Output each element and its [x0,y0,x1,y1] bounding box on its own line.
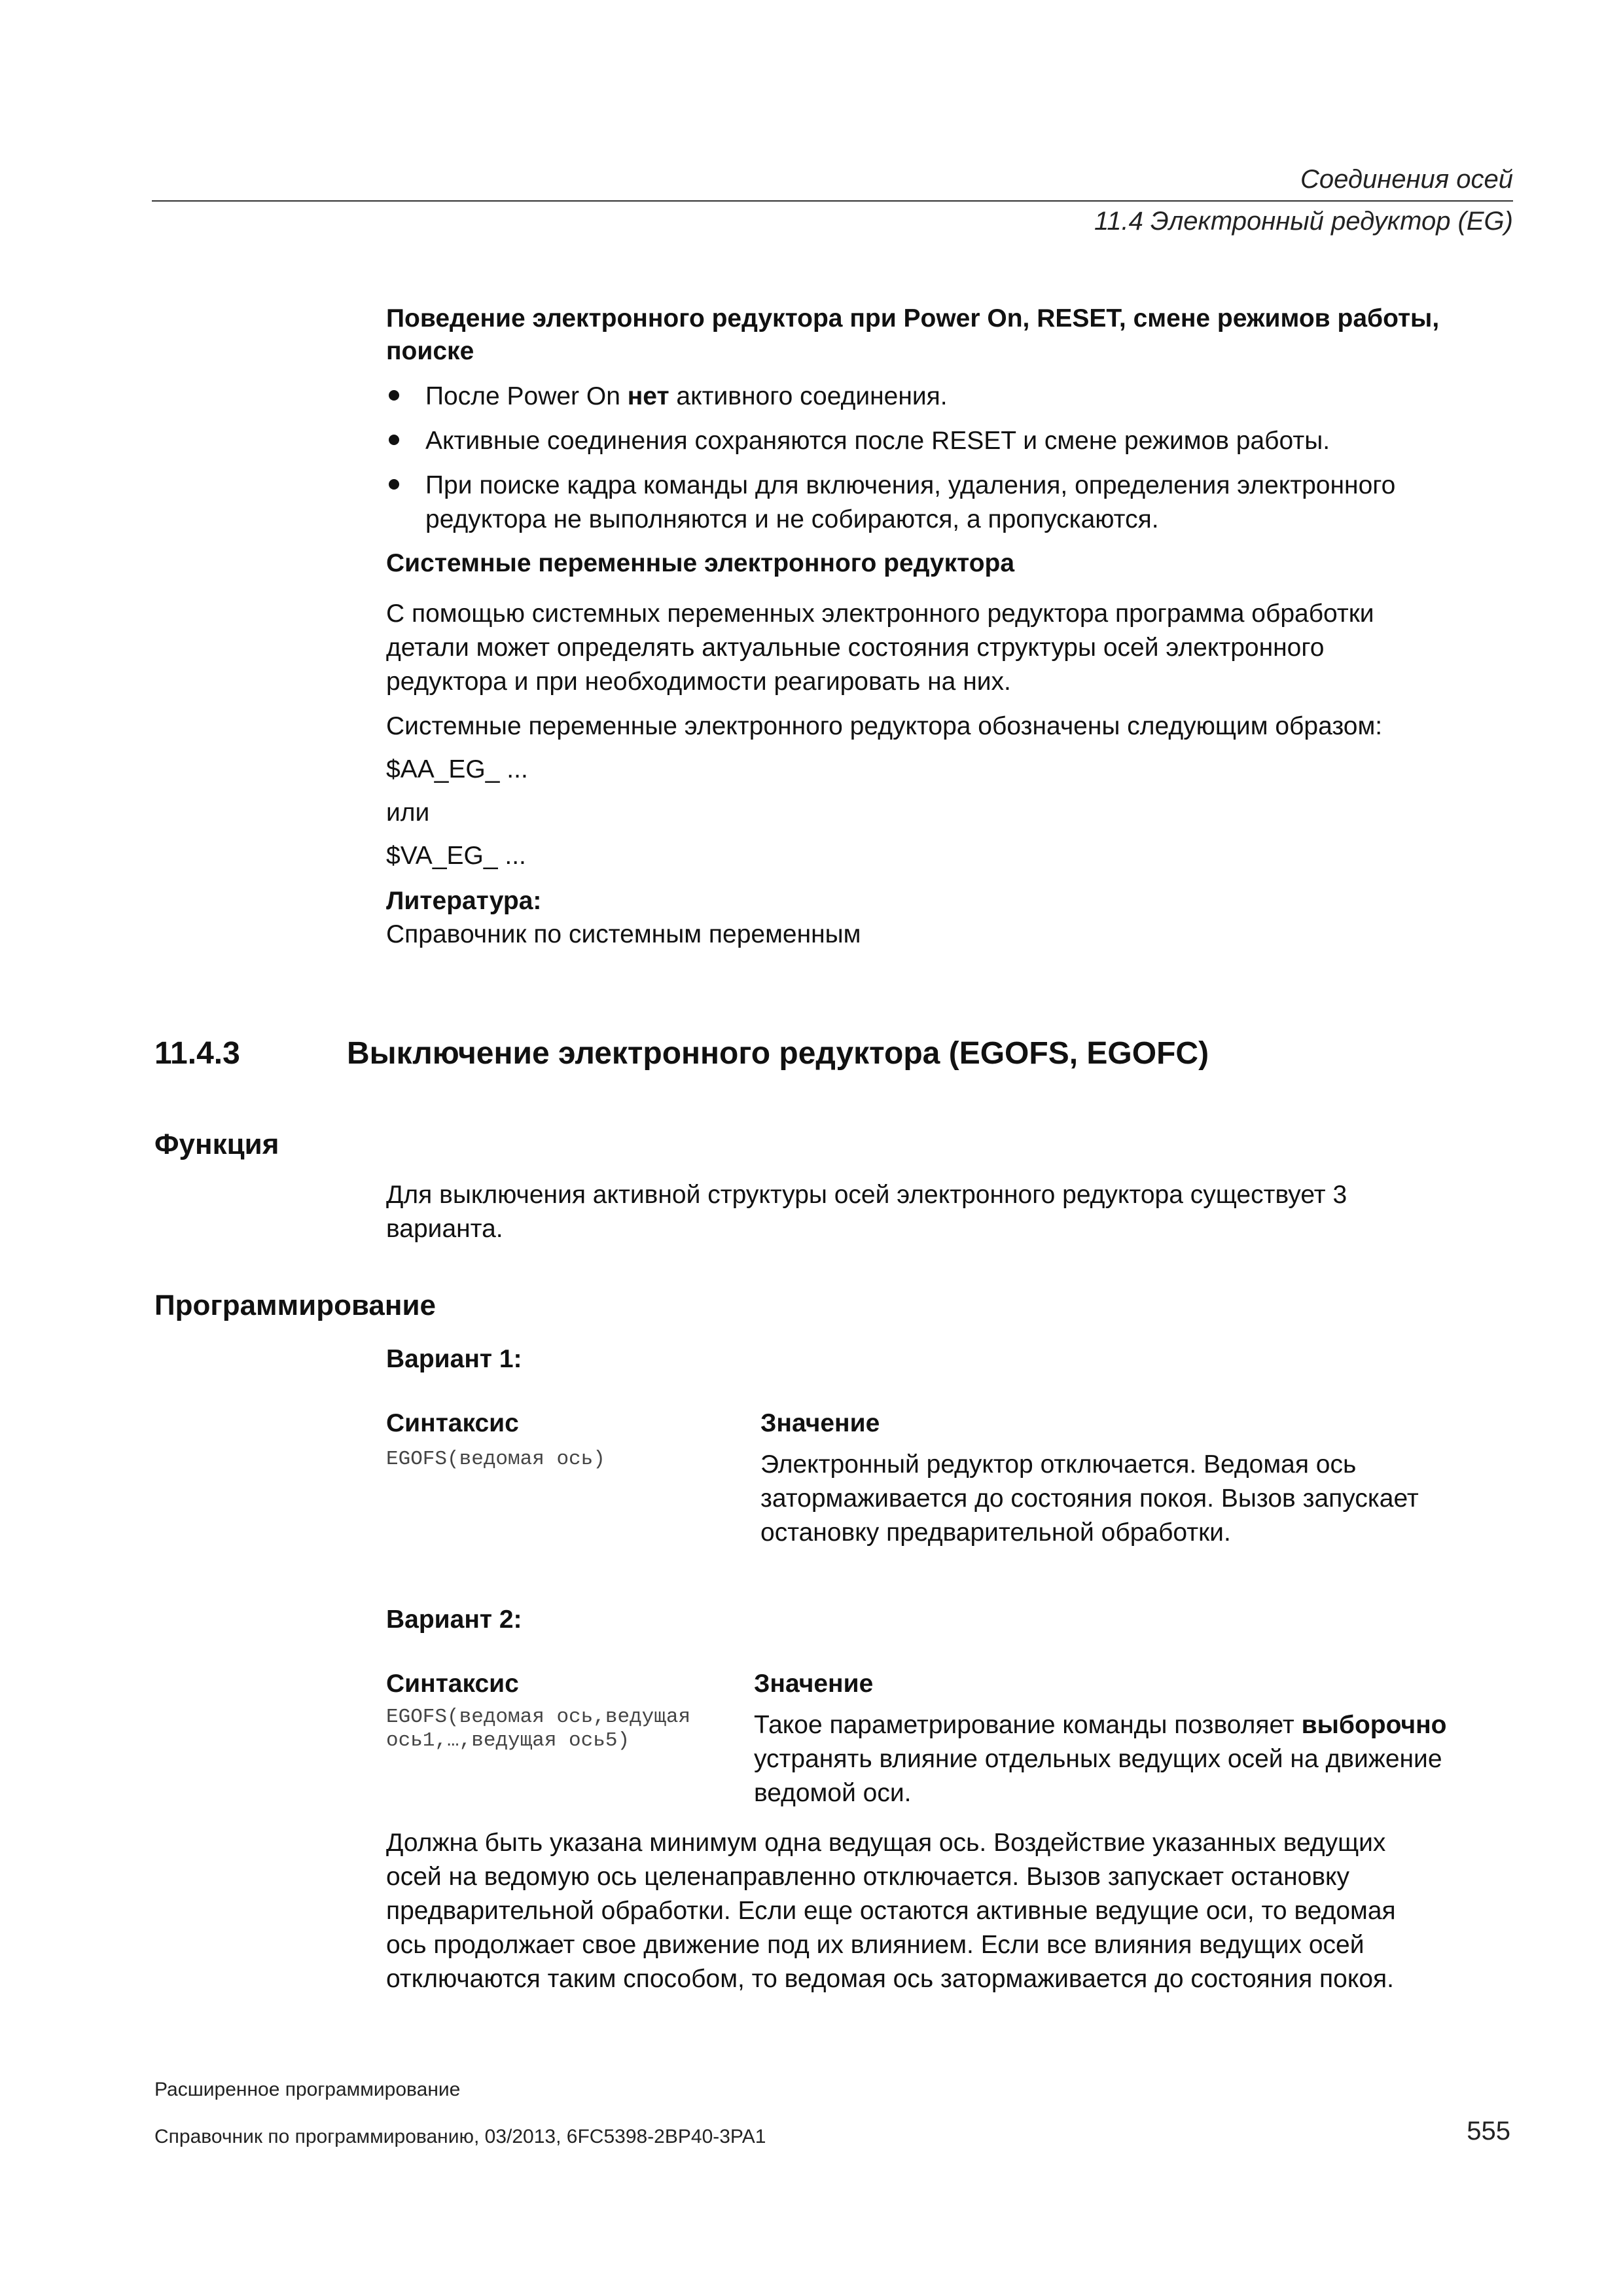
variant2-label: Вариант 2: [386,1605,522,1634]
literature-text: Справочник по системным переменным [386,920,861,948]
master-axes-paragraph: Должна быть указана минимум одна ведущая ось. Воздействие указанных ведущих осей на ведомую ось целенаправленно отключается. Вызов запускает остановку предварительной обработки. Если еще остаются активные ведущие оси, то ведомая ось продолжает свое движение под их влиянием. Если все влияния ведущих осей отключаются таким способом, то ведомая ось затормаживается до состояния покоя. [386,1829,1396,1993]
bullet-dot [389,390,399,401]
variant2-syntax-heading: Синтаксис [386,1670,519,1698]
behavior-bullet-list [386,380,1513,547]
variant2-syntax: EGOFS(ведомая ось,ведущая ось1,…,ведущая ось5) [386,1706,691,1752]
running-header-chapter: Соединения осей [1300,165,1513,194]
bullet-item: Активные соединения сохраняются после RESET и смене режимов работы. [386,424,1513,458]
sysvars-paragraph: С помощью системных переменных электронного редуктора программа обработки детали может определять актуальные состояния структуры осей электронного редуктора и при необходимости реагировать на них. [386,600,1374,696]
sysvar-aa: $AA_EG_ ... [386,755,528,783]
variant1-label: Вариант 1: [386,1345,522,1373]
footer-manual-reference: Справочник по программированию, 03/2013, 6FC5398-2BP40-3PA1 [154,2126,766,2147]
page-number: 555 [1467,2117,1510,2145]
section-title: Выключение электронного редуктора (EGOFS, EGOFC) [347,1036,1209,1071]
section-number: 11.4.3 [154,1036,240,1071]
sysvar-va: $VA_EG_ ... [386,842,526,870]
sysvars-intro: Системные переменные электронного редуктора обозначены следующим образом: [386,712,1383,740]
variant1-syntax-heading: Синтаксис [386,1409,519,1437]
variant1-meaning-heading: Значение [760,1409,880,1437]
function-text: Для выключения активной структуры осей электронного редуктора существует 3 варианта. [386,1181,1347,1243]
function-heading: Функция [154,1128,279,1160]
bullet-item: При поиске кадра команды для включения, удаления, определения электронного редуктора не выполняются и не собираются, а пропускаются. [386,469,1513,537]
sysvars-heading: Системные переменные электронного редуктора [386,549,1015,577]
running-header-section: 11.4 Электронный редуктор (EG) [1094,207,1513,236]
bullet-dot [389,435,399,445]
variant2-meaning-heading: Значение [754,1670,874,1698]
programming-heading: Программирование [154,1289,436,1321]
variant2-meaning: Такое параметрирование команды позволяет выборочно устранять влияние отдельных ведущих осей на движение ведомой оси. [754,1711,1447,1807]
variant1-syntax: EGOFS(ведомая ось) [386,1448,605,1471]
bullet-dot [389,479,399,490]
bullet-item: После Power On нет активного соединения. [386,380,1513,414]
behavior-heading: Поведение электронного редуктора при Power On, RESET, смене режимов работы, поиске [386,304,1440,365]
literature-heading: Литература: [386,887,542,915]
header-rule [152,200,1513,202]
footer-book-title: Расширенное программирование [154,2079,461,2100]
variant1-meaning: Электронный редуктор отключается. Ведомая ось затормаживается до состояния покоя. Вызов запускает остановку предварительной обработки. [760,1450,1419,1547]
sysvar-or: или [386,798,430,827]
